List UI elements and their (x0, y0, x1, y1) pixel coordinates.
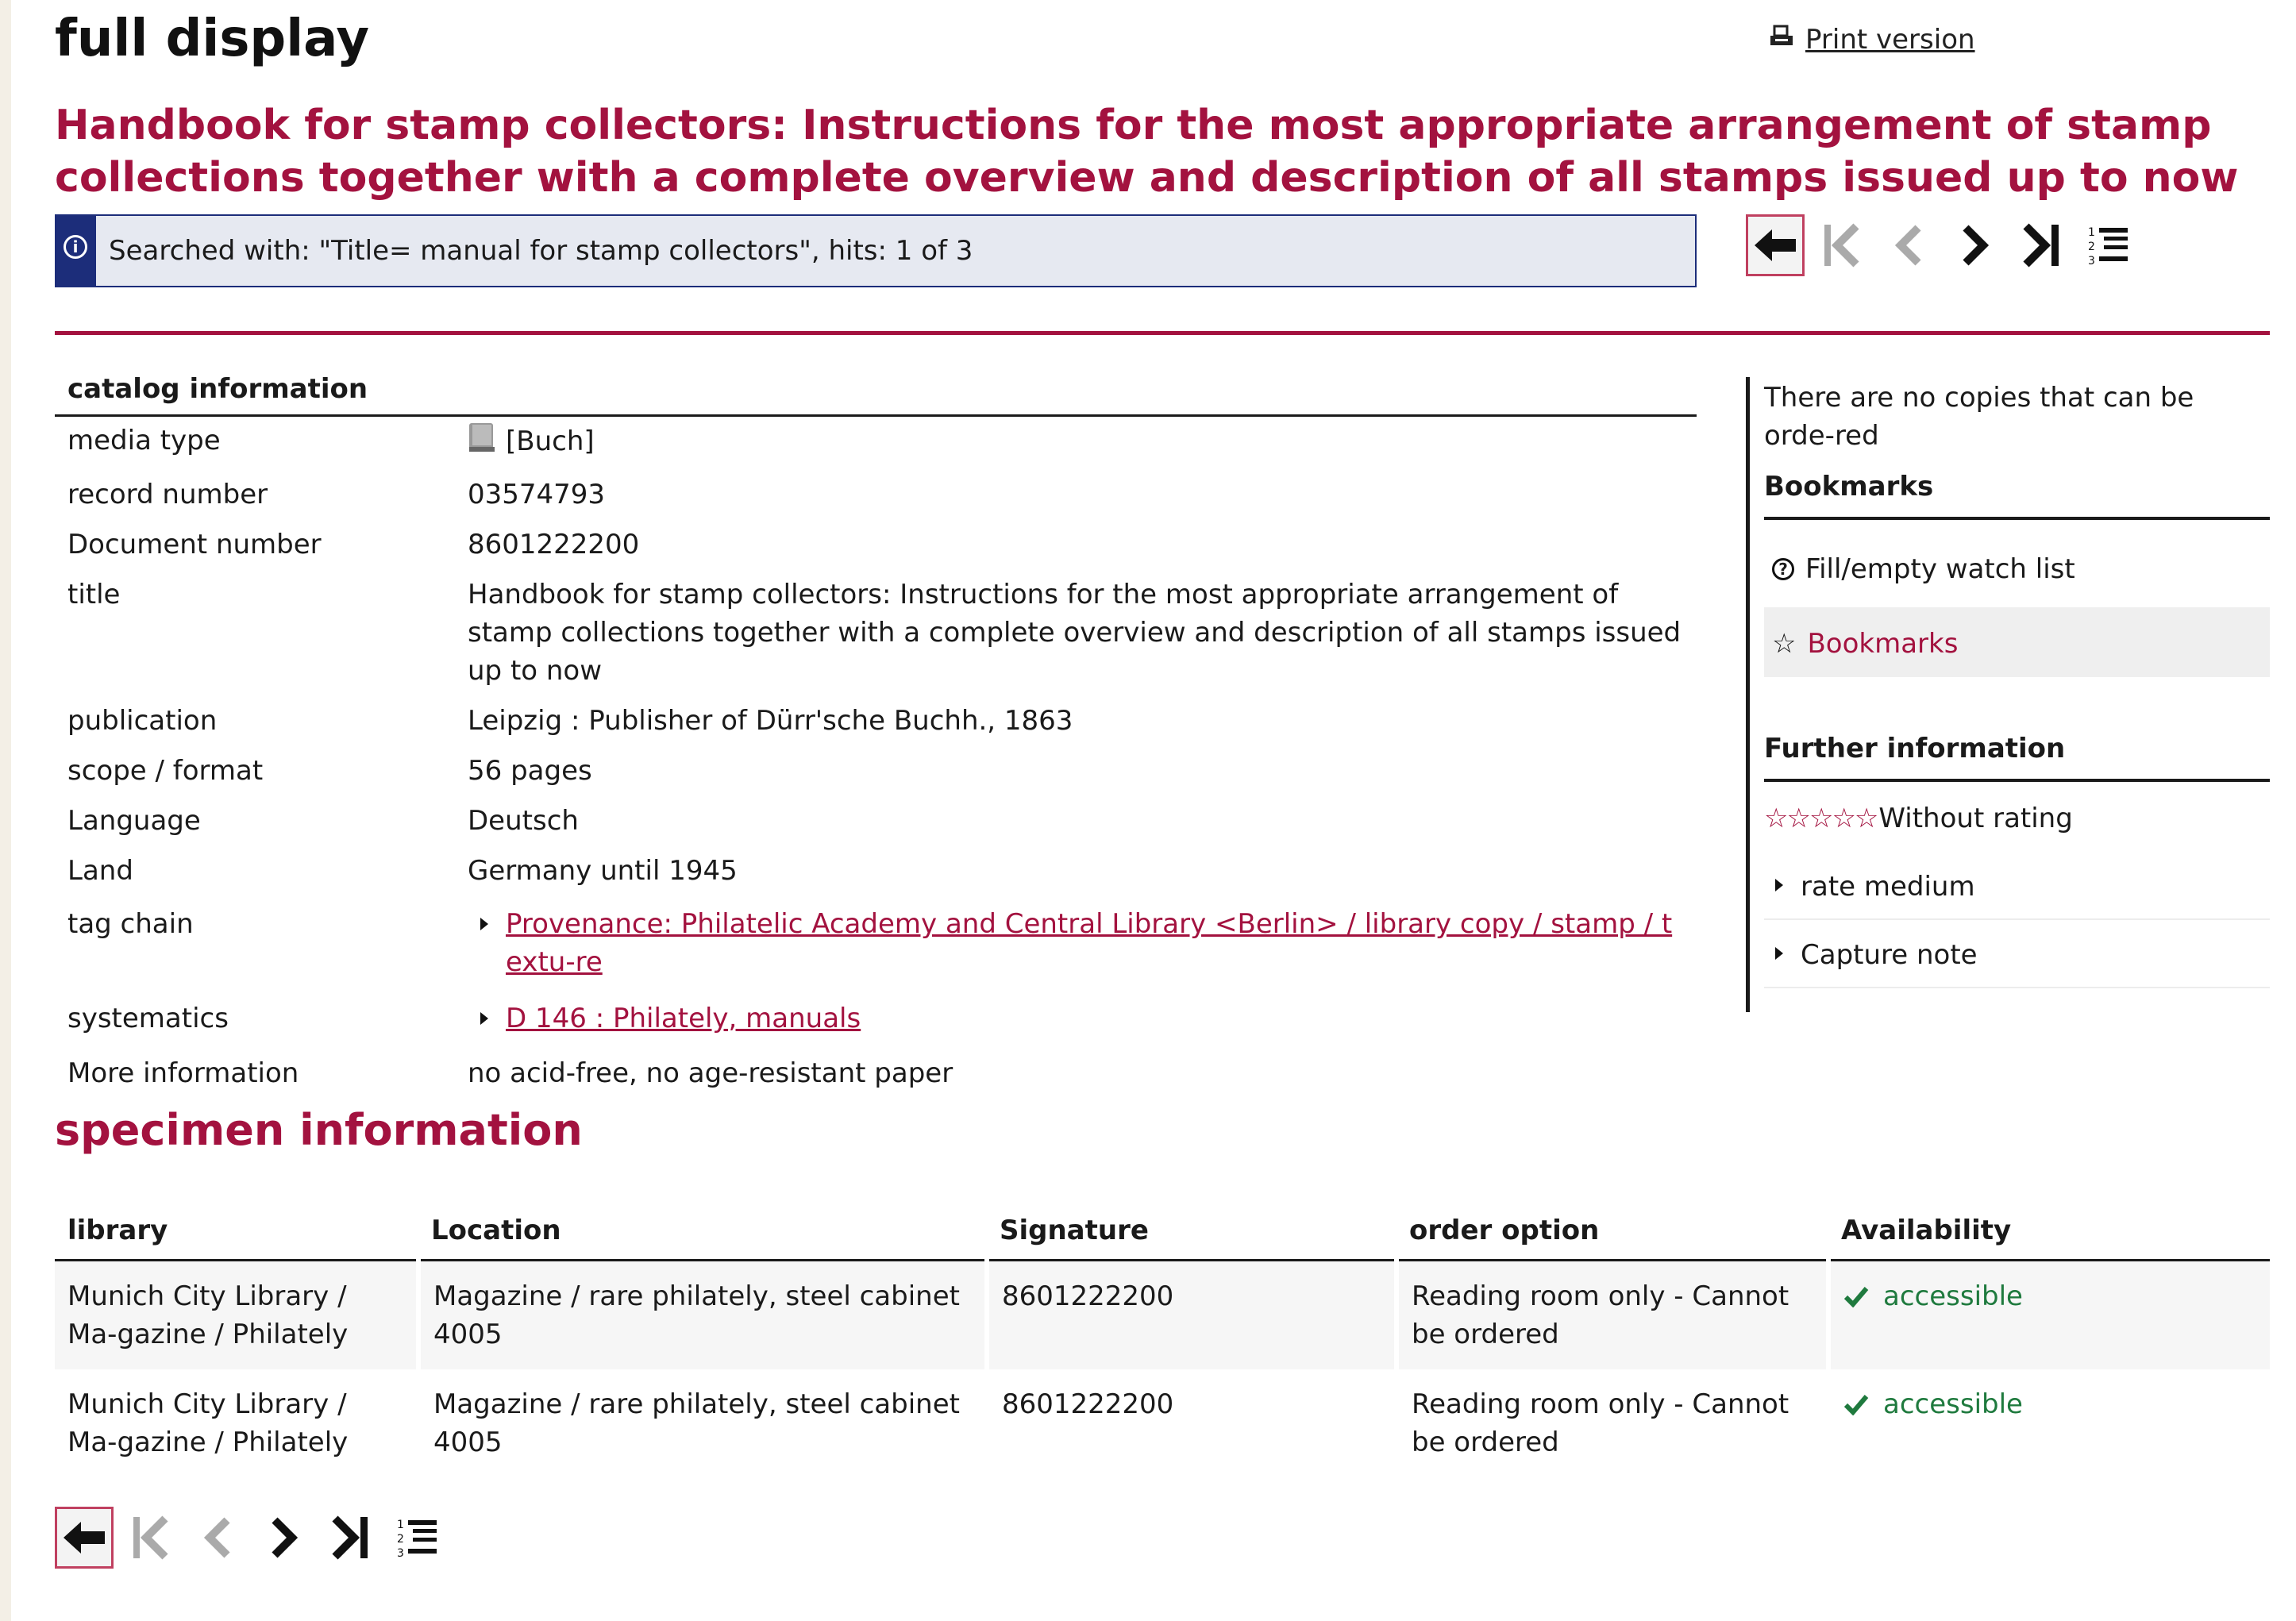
catalog-value: Germany until 1945 (468, 855, 738, 887)
caret-right-icon (1775, 879, 1783, 891)
cell-library: Munich City Library / Ma-gazine / Philately (67, 1388, 349, 1458)
catalog-heading: catalog information (55, 365, 1697, 417)
caret-right-icon (480, 1012, 488, 1025)
catalog-value: Leipzig : Publisher of Dürr'sche Buchh., 1863 (468, 705, 1073, 737)
previous-button[interactable] (188, 1507, 247, 1569)
svg-text:2: 2 (2088, 241, 2095, 253)
catalog-information (55, 365, 1697, 1099)
book-icon (468, 422, 496, 464)
cell-availability (1828, 1369, 2270, 1477)
catalog-value (468, 905, 1697, 981)
tag-chain-link[interactable]: Provenance: Philatelic Academy and Central Library <Berlin> / library copy / stamp / textu-re (506, 908, 1673, 978)
hit-list-button[interactable] (388, 1507, 447, 1569)
main-title: Handbook for stamp collectors: Instructions for the most appropriate arrangement of stamp collections together with a complete overview and description of all stamps issued up to now (55, 102, 2239, 202)
table-header-row (55, 1207, 2270, 1261)
cell-location: Magazine / rare philately, steel cabinet 4005 (418, 1369, 987, 1477)
systematics-link[interactable]: D 146 : Philately, manuals (506, 1003, 861, 1034)
column-header-availability: Availability (1828, 1207, 2270, 1261)
star-icon: ☆ (1772, 628, 1797, 660)
help-icon: ? (1772, 558, 1794, 580)
bookmarks-heading: Bookmarks (1764, 455, 2270, 520)
column-header-order-option: order option (1396, 1207, 1828, 1261)
printer-icon (1769, 24, 1794, 56)
further-information-heading: Further information (1764, 717, 2270, 782)
last-page-icon (2020, 221, 2064, 269)
next-button[interactable] (255, 1507, 314, 1569)
catalog-label: publication (67, 705, 218, 737)
page-heading: full display (55, 10, 370, 68)
catalog-value (468, 999, 1697, 1038)
previous-icon (200, 1514, 235, 1561)
availability-status (1843, 1277, 2257, 1315)
back-button[interactable] (55, 1507, 114, 1569)
result-navigation-top (1746, 214, 2138, 276)
capture-note-label: Capture note (1801, 939, 1978, 971)
rate-medium-toggle[interactable] (1764, 852, 2270, 920)
next-icon (1958, 221, 1993, 269)
info-bar (56, 216, 96, 286)
catalog-value (468, 422, 1697, 464)
catalog-label: systematics (67, 1003, 229, 1034)
catalog-value: 03574793 (468, 479, 606, 510)
check-icon (1843, 1393, 1869, 1415)
result-navigation-bottom (55, 1507, 447, 1569)
cell-signature: 8601222200 (987, 1261, 1396, 1370)
catalog-label: record number (67, 479, 268, 510)
availability-label: accessible (1883, 1280, 2023, 1312)
media-type-value: [Buch] (506, 425, 595, 457)
catalog-label: scope / format (67, 755, 264, 787)
previous-button[interactable] (1879, 214, 1938, 276)
bookmarks-link[interactable] (1764, 607, 2270, 677)
catalog-label: More information (67, 1057, 299, 1089)
table-row (55, 1261, 2270, 1370)
first-page-button[interactable] (121, 1507, 180, 1569)
caret-right-icon (480, 918, 488, 930)
watch-list-toggle[interactable] (1764, 533, 2270, 603)
caret-right-icon (1775, 947, 1783, 960)
hit-list-button[interactable] (2079, 214, 2138, 276)
catalog-row-document-number (55, 521, 1697, 571)
catalog-label: Document number (67, 529, 322, 560)
specimen-table (55, 1207, 2270, 1477)
info-icon: i (64, 235, 87, 259)
catalog-label: media type (67, 425, 221, 456)
no-copies-text: There are no copies that can be orde-red (1764, 382, 2194, 452)
rating-stars[interactable]: ☆☆☆☆☆ (1764, 803, 1878, 834)
catalog-row-publication (55, 697, 1697, 747)
catalog-label: Land (67, 855, 133, 887)
catalog-row-record-number (55, 471, 1697, 521)
svg-text:2: 2 (397, 1533, 404, 1546)
watch-list-label: Fill/empty watch list (1805, 553, 2075, 585)
last-page-button[interactable] (2013, 214, 2071, 276)
catalog-label: title (67, 579, 121, 610)
catalog-row-language (55, 797, 1697, 847)
catalog-row-title (55, 571, 1697, 697)
catalog-label: Language (67, 805, 201, 837)
cell-location: Magazine / rare philately, steel cabinet 4005 (418, 1261, 987, 1370)
hit-list-icon (395, 1514, 440, 1561)
capture-note-toggle[interactable] (1764, 920, 2270, 988)
cell-availability (1828, 1261, 2270, 1370)
last-page-button[interactable] (322, 1507, 380, 1569)
check-icon (1843, 1285, 1869, 1307)
rating-text: Without rating (1878, 803, 2073, 834)
cell-order-option: Reading room only - Cannot be ordered (1396, 1369, 1828, 1477)
section-divider (55, 331, 2270, 335)
catalog-value: Handbook for stamp collectors: Instructions for the most appropriate arrangement of stamp collections together with a complete overview and description of all stamps issued up to now (468, 579, 1682, 687)
svg-text:3: 3 (397, 1547, 404, 1560)
back-button[interactable] (1746, 214, 1805, 276)
next-icon (267, 1514, 302, 1561)
print-version-label: Print version (1805, 24, 1975, 56)
catalog-value: Deutsch (468, 805, 579, 837)
catalog-row-tag-chain (55, 897, 1697, 988)
availability-label: accessible (1883, 1388, 2023, 1420)
column-header-signature: Signature (987, 1207, 1396, 1261)
search-info-text: Searched with: "Title= manual for stamp collectors", hits: 1 of 3 (109, 235, 973, 267)
hit-list-icon (2086, 221, 2131, 269)
catalog-row-media-type (55, 417, 1697, 471)
next-button[interactable] (1946, 214, 2005, 276)
cell-order-option: Reading room only - Cannot be ordered (1396, 1261, 1828, 1370)
svg-text:3: 3 (2088, 255, 2095, 268)
catalog-value: no acid-free, no age-resistant paper (468, 1057, 953, 1089)
svg-text:1: 1 (2088, 226, 2095, 239)
catalog-row-systematics (55, 988, 1697, 1045)
catalog-label: tag chain (67, 908, 194, 940)
table-row (55, 1369, 2270, 1477)
catalog-value: 56 pages (468, 755, 592, 787)
first-page-icon (129, 1514, 173, 1561)
sidebar (1746, 377, 2274, 1012)
availability-status (1843, 1385, 2257, 1423)
search-info-box (55, 214, 1697, 287)
print-version-link[interactable] (1769, 24, 1975, 56)
svg-text:1: 1 (397, 1519, 404, 1531)
column-header-location: Location (418, 1207, 987, 1261)
back-arrow-icon (1753, 228, 1797, 263)
catalog-value: 8601222200 (468, 529, 640, 560)
page (11, 0, 2296, 1621)
cell-library: Munich City Library / Ma-gazine / Philately (55, 1261, 418, 1370)
first-page-icon (1820, 221, 1864, 269)
catalog-row-land (55, 847, 1697, 897)
cell-signature: 8601222200 (987, 1369, 1396, 1477)
back-arrow-icon (62, 1520, 106, 1555)
bookmarks-link-label: Bookmarks (1807, 628, 1959, 660)
previous-icon (1891, 221, 1926, 269)
catalog-row-more-information (55, 1045, 1697, 1099)
column-header-library: library (55, 1207, 418, 1261)
rate-medium-label: rate medium (1801, 871, 1975, 903)
rating-display (1764, 782, 2270, 852)
last-page-icon (329, 1514, 373, 1561)
specimen-heading: specimen information (55, 1105, 583, 1155)
catalog-row-scope-format (55, 747, 1697, 797)
first-page-button[interactable] (1813, 214, 1871, 276)
